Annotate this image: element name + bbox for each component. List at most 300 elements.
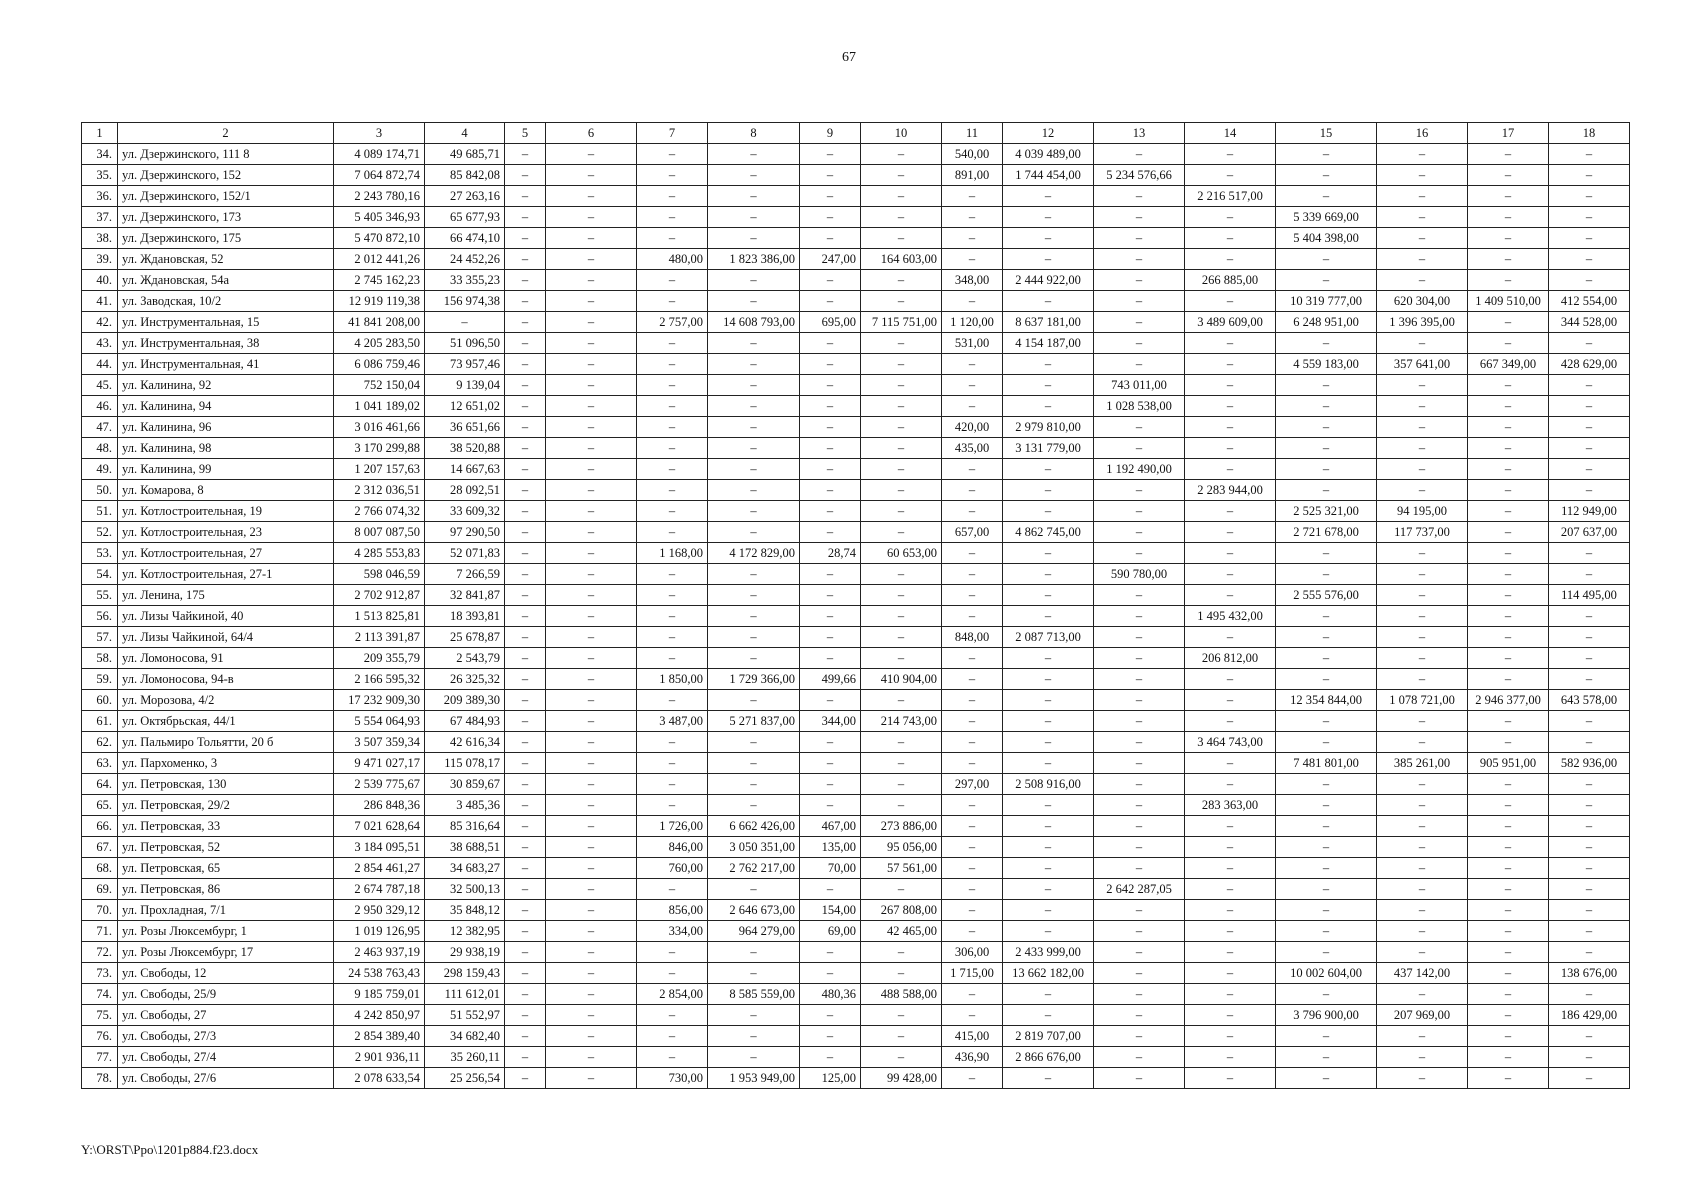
value-cell: – [1003, 900, 1094, 921]
address-cell: ул. Свободы, 27/6 [118, 1068, 334, 1089]
row-number-cell: 55. [82, 585, 118, 606]
value-cell: – [546, 333, 637, 354]
value-cell: 10 002 604,00 [1276, 963, 1377, 984]
row-number-cell: 50. [82, 480, 118, 501]
table-row [82, 816, 1630, 837]
value-cell: – [1094, 648, 1185, 669]
value-cell: – [1185, 1005, 1276, 1026]
row-number-cell: 42. [82, 312, 118, 333]
value-cell: – [942, 648, 1003, 669]
value-cell: 2 979 810,00 [1003, 417, 1094, 438]
column-header-15: 15 [1276, 123, 1377, 144]
value-cell: 1 396 395,00 [1377, 312, 1468, 333]
value-cell: – [800, 270, 861, 291]
value-cell: – [1549, 564, 1630, 585]
value-cell: 207 969,00 [1377, 1005, 1468, 1026]
table-row [82, 900, 1630, 921]
value-cell: 2 950 329,12 [334, 900, 425, 921]
value-cell: – [1185, 963, 1276, 984]
value-cell: – [942, 1005, 1003, 1026]
table-row [82, 732, 1630, 753]
table-row [82, 291, 1630, 312]
value-cell: – [1468, 627, 1549, 648]
value-cell: – [505, 144, 546, 165]
value-cell: – [505, 1047, 546, 1068]
value-cell: 695,00 [800, 312, 861, 333]
value-cell: 420,00 [942, 417, 1003, 438]
address-cell: ул. Свободы, 27/4 [118, 1047, 334, 1068]
address-cell: ул. Свободы, 12 [118, 963, 334, 984]
value-cell: – [546, 564, 637, 585]
value-cell: 85 316,64 [425, 816, 505, 837]
value-cell: – [1185, 438, 1276, 459]
value-cell: – [546, 900, 637, 921]
value-cell: 209 389,30 [425, 690, 505, 711]
value-cell: 436,90 [942, 1047, 1003, 1068]
value-cell: – [1185, 669, 1276, 690]
column-header-7: 7 [637, 123, 708, 144]
address-cell: ул. Ждановская, 54а [118, 270, 334, 291]
value-cell: 2 539 775,67 [334, 774, 425, 795]
value-cell: – [942, 858, 1003, 879]
value-cell: – [1094, 900, 1185, 921]
value-cell: – [1549, 543, 1630, 564]
row-number-cell: 49. [82, 459, 118, 480]
value-cell: – [800, 165, 861, 186]
value-cell: – [1276, 879, 1377, 900]
value-cell: – [708, 375, 800, 396]
value-cell: 32 841,87 [425, 585, 505, 606]
value-cell: – [1094, 690, 1185, 711]
value-cell: 3 796 900,00 [1276, 1005, 1377, 1026]
value-cell: 891,00 [942, 165, 1003, 186]
value-cell: 2 642 287,05 [1094, 879, 1185, 900]
value-cell: – [1377, 585, 1468, 606]
value-cell: 2 721 678,00 [1276, 522, 1377, 543]
address-cell: ул. Петровская, 65 [118, 858, 334, 879]
value-cell: – [942, 480, 1003, 501]
value-cell: – [1094, 1068, 1185, 1089]
address-cell: ул. Калинина, 98 [118, 438, 334, 459]
value-cell: – [505, 186, 546, 207]
value-cell: – [1094, 291, 1185, 312]
value-cell: – [708, 564, 800, 585]
value-cell: 266 885,00 [1185, 270, 1276, 291]
address-cell: ул. Калинина, 92 [118, 375, 334, 396]
table-row [82, 648, 1630, 669]
value-cell: – [708, 354, 800, 375]
value-cell: – [505, 669, 546, 690]
value-cell: 856,00 [637, 900, 708, 921]
value-cell: – [1468, 732, 1549, 753]
value-cell: – [942, 186, 1003, 207]
value-cell: 3 485,36 [425, 795, 505, 816]
address-cell: ул. Лизы Чайкиной, 64/4 [118, 627, 334, 648]
table-row [82, 1047, 1630, 1068]
value-cell: – [708, 480, 800, 501]
value-cell: – [1276, 564, 1377, 585]
value-cell: 95 056,00 [861, 837, 942, 858]
value-cell: – [637, 942, 708, 963]
value-cell: – [1468, 438, 1549, 459]
value-cell: 1 168,00 [637, 543, 708, 564]
value-cell: – [1549, 375, 1630, 396]
row-number-cell: 45. [82, 375, 118, 396]
value-cell: 1 495 432,00 [1185, 606, 1276, 627]
value-cell: – [1377, 774, 1468, 795]
value-cell: – [546, 291, 637, 312]
value-cell: 412 554,00 [1549, 291, 1630, 312]
value-cell: – [861, 1026, 942, 1047]
value-cell: – [942, 459, 1003, 480]
row-number-cell: 53. [82, 543, 118, 564]
value-cell: – [546, 837, 637, 858]
value-cell: – [1185, 249, 1276, 270]
value-cell: 344 528,00 [1549, 312, 1630, 333]
value-cell: – [637, 1026, 708, 1047]
value-cell: 1 207 157,63 [334, 459, 425, 480]
value-cell: – [546, 627, 637, 648]
value-cell: – [1468, 480, 1549, 501]
value-cell: – [708, 396, 800, 417]
value-cell: – [1094, 417, 1185, 438]
value-cell: – [861, 186, 942, 207]
address-cell: ул. Инструментальная, 41 [118, 354, 334, 375]
value-cell: – [1377, 669, 1468, 690]
row-number-cell: 47. [82, 417, 118, 438]
value-cell: 2 508 916,00 [1003, 774, 1094, 795]
value-cell: 657,00 [942, 522, 1003, 543]
value-cell: – [1276, 543, 1377, 564]
footer-file-path: Y:\ORST\Ppo\1201p884.f23.docx [81, 1142, 259, 1157]
value-cell: 9 139,04 [425, 375, 505, 396]
value-cell: 5 405 346,93 [334, 207, 425, 228]
value-cell: 13 662 182,00 [1003, 963, 1094, 984]
value-cell: 8 007 087,50 [334, 522, 425, 543]
value-cell: – [1549, 795, 1630, 816]
row-number-cell: 38. [82, 228, 118, 249]
address-cell: ул. Ждановская, 52 [118, 249, 334, 270]
value-cell: – [861, 627, 942, 648]
value-cell: 348,00 [942, 270, 1003, 291]
value-cell: – [637, 417, 708, 438]
value-cell: – [1549, 1047, 1630, 1068]
row-number-cell: 41. [82, 291, 118, 312]
value-cell: – [1276, 795, 1377, 816]
value-cell: – [1185, 564, 1276, 585]
value-cell: – [800, 291, 861, 312]
row-number-cell: 69. [82, 879, 118, 900]
value-cell: – [546, 1068, 637, 1089]
value-cell: – [1276, 375, 1377, 396]
value-cell: – [1468, 984, 1549, 1005]
value-cell: – [1377, 711, 1468, 732]
row-number-cell: 57. [82, 627, 118, 648]
value-cell: – [637, 480, 708, 501]
value-cell: 1 953 949,00 [708, 1068, 800, 1089]
value-cell: – [942, 606, 1003, 627]
value-cell: – [505, 732, 546, 753]
table-row [82, 312, 1630, 333]
value-cell: – [1377, 249, 1468, 270]
value-cell: – [861, 270, 942, 291]
value-cell: 2 757,00 [637, 312, 708, 333]
value-cell: 29 938,19 [425, 942, 505, 963]
value-cell: – [637, 795, 708, 816]
row-number-cell: 64. [82, 774, 118, 795]
value-cell: – [800, 606, 861, 627]
value-cell: – [708, 228, 800, 249]
value-cell: – [942, 249, 1003, 270]
value-cell: – [546, 480, 637, 501]
value-cell: 3 016 461,66 [334, 417, 425, 438]
value-cell: 3 050 351,00 [708, 837, 800, 858]
value-cell: – [800, 207, 861, 228]
value-cell: – [546, 795, 637, 816]
value-cell: – [800, 627, 861, 648]
value-cell: – [1549, 627, 1630, 648]
value-cell: – [1549, 333, 1630, 354]
value-cell: – [942, 396, 1003, 417]
value-cell: – [1377, 375, 1468, 396]
data-table [81, 122, 1630, 1089]
value-cell: 99 428,00 [861, 1068, 942, 1089]
table-row [82, 795, 1630, 816]
value-cell: – [546, 144, 637, 165]
row-number-cell: 71. [82, 921, 118, 942]
value-cell: – [1185, 858, 1276, 879]
address-cell: ул. Петровская, 29/2 [118, 795, 334, 816]
value-cell: – [708, 774, 800, 795]
value-cell: – [1468, 522, 1549, 543]
value-cell: – [1549, 669, 1630, 690]
value-cell: 34 683,27 [425, 858, 505, 879]
value-cell: 49 685,71 [425, 144, 505, 165]
value-cell: – [546, 753, 637, 774]
value-cell: – [1094, 627, 1185, 648]
value-cell: 2 444 922,00 [1003, 270, 1094, 291]
value-cell: – [505, 312, 546, 333]
value-cell: 2 283 944,00 [1185, 480, 1276, 501]
value-cell: 18 393,81 [425, 606, 505, 627]
value-cell: – [505, 984, 546, 1005]
value-cell: – [637, 228, 708, 249]
value-cell: 5 470 872,10 [334, 228, 425, 249]
value-cell: – [1185, 522, 1276, 543]
value-cell: – [546, 942, 637, 963]
value-cell: 30 859,67 [425, 774, 505, 795]
value-cell: – [1377, 627, 1468, 648]
value-cell: 964 279,00 [708, 921, 800, 942]
value-cell: 2 762 217,00 [708, 858, 800, 879]
table-row [82, 564, 1630, 585]
value-cell: – [1094, 669, 1185, 690]
value-cell: – [1185, 459, 1276, 480]
value-cell: 36 651,66 [425, 417, 505, 438]
value-cell: – [800, 333, 861, 354]
value-cell: – [1468, 837, 1549, 858]
value-cell: 117 737,00 [1377, 522, 1468, 543]
value-cell: 5 271 837,00 [708, 711, 800, 732]
value-cell: – [1094, 858, 1185, 879]
value-cell: – [800, 417, 861, 438]
value-cell: – [505, 417, 546, 438]
value-cell: – [800, 942, 861, 963]
value-cell: 3 464 743,00 [1185, 732, 1276, 753]
value-cell: 267 808,00 [861, 900, 942, 921]
value-cell: – [708, 1005, 800, 1026]
value-cell: – [505, 753, 546, 774]
value-cell: 12 354 844,00 [1276, 690, 1377, 711]
table-row [82, 690, 1630, 711]
value-cell: – [546, 585, 637, 606]
value-cell: 111 612,01 [425, 984, 505, 1005]
value-cell: – [1549, 711, 1630, 732]
value-cell: – [708, 207, 800, 228]
value-cell: – [800, 375, 861, 396]
value-cell: 164 603,00 [861, 249, 942, 270]
column-header-1: 1 [82, 123, 118, 144]
value-cell: – [1377, 396, 1468, 417]
value-cell: – [1094, 480, 1185, 501]
value-cell: – [1549, 249, 1630, 270]
value-cell: 2 854,00 [637, 984, 708, 1005]
value-cell: – [861, 879, 942, 900]
value-cell: – [546, 417, 637, 438]
value-cell: – [708, 186, 800, 207]
value-cell: – [1003, 186, 1094, 207]
value-cell: – [861, 501, 942, 522]
value-cell: – [1549, 984, 1630, 1005]
column-header-3: 3 [334, 123, 425, 144]
value-cell: 186 429,00 [1549, 1005, 1630, 1026]
value-cell: – [637, 438, 708, 459]
value-cell: – [800, 1026, 861, 1047]
value-cell: 2 087 713,00 [1003, 627, 1094, 648]
value-cell: 499,66 [800, 669, 861, 690]
value-cell: – [546, 354, 637, 375]
value-cell: – [505, 711, 546, 732]
address-cell: ул. Петровская, 52 [118, 837, 334, 858]
value-cell: 5 554 064,93 [334, 711, 425, 732]
value-cell: – [1377, 438, 1468, 459]
value-cell: 12 919 119,38 [334, 291, 425, 312]
value-cell: 344,00 [800, 711, 861, 732]
value-cell: – [1468, 501, 1549, 522]
row-number-cell: 36. [82, 186, 118, 207]
address-cell: ул. Петровская, 130 [118, 774, 334, 795]
value-cell: – [637, 291, 708, 312]
value-cell: – [505, 879, 546, 900]
value-cell: – [1185, 711, 1276, 732]
address-cell: ул. Дзержинского, 173 [118, 207, 334, 228]
table-row [82, 501, 1630, 522]
row-number-cell: 61. [82, 711, 118, 732]
value-cell: – [546, 228, 637, 249]
address-cell: ул. Котлостроительная, 27-1 [118, 564, 334, 585]
value-cell: 410 904,00 [861, 669, 942, 690]
value-cell: – [1185, 627, 1276, 648]
value-cell: – [1468, 1047, 1549, 1068]
value-cell: – [546, 606, 637, 627]
value-cell: – [1468, 942, 1549, 963]
row-number-cell: 65. [82, 795, 118, 816]
value-cell: – [1377, 795, 1468, 816]
value-cell: – [546, 879, 637, 900]
value-cell: 4 039 489,00 [1003, 144, 1094, 165]
table-row [82, 963, 1630, 984]
value-cell: – [505, 396, 546, 417]
value-cell: 5 234 576,66 [1094, 165, 1185, 186]
value-cell: – [1185, 1047, 1276, 1068]
value-cell: – [800, 753, 861, 774]
value-cell: – [861, 963, 942, 984]
table-row [82, 354, 1630, 375]
value-cell: – [1468, 165, 1549, 186]
value-cell: – [1276, 627, 1377, 648]
value-cell: – [708, 795, 800, 816]
value-cell: 6 086 759,46 [334, 354, 425, 375]
value-cell: – [1094, 732, 1185, 753]
value-cell: 3 170 299,88 [334, 438, 425, 459]
value-cell: – [800, 879, 861, 900]
row-number-cell: 59. [82, 669, 118, 690]
address-cell: ул. Розы Люксембург, 17 [118, 942, 334, 963]
value-cell: – [1094, 543, 1185, 564]
value-cell: – [505, 963, 546, 984]
value-cell: – [708, 585, 800, 606]
column-header-9: 9 [800, 123, 861, 144]
value-cell: 2 555 576,00 [1276, 585, 1377, 606]
value-cell: 2 113 391,87 [334, 627, 425, 648]
value-cell: – [505, 438, 546, 459]
value-cell: 4 205 283,50 [334, 333, 425, 354]
value-cell: 6 662 426,00 [708, 816, 800, 837]
row-number-cell: 74. [82, 984, 118, 1005]
value-cell: – [1276, 732, 1377, 753]
value-cell: – [505, 291, 546, 312]
value-cell: – [1468, 648, 1549, 669]
value-cell: – [1185, 501, 1276, 522]
value-cell: 85 842,08 [425, 165, 505, 186]
value-cell: – [1185, 165, 1276, 186]
value-cell: – [1185, 921, 1276, 942]
value-cell: – [1377, 228, 1468, 249]
value-cell: – [861, 438, 942, 459]
value-cell: 1 744 454,00 [1003, 165, 1094, 186]
value-cell: – [1185, 585, 1276, 606]
value-cell: 2 166 595,32 [334, 669, 425, 690]
value-cell: – [1377, 1047, 1468, 1068]
value-cell: – [1549, 900, 1630, 921]
value-cell: 598 046,59 [334, 564, 425, 585]
value-cell: – [1549, 774, 1630, 795]
address-cell: ул. Свободы, 27 [118, 1005, 334, 1026]
value-cell: – [1377, 921, 1468, 942]
value-cell: – [800, 228, 861, 249]
value-cell: – [1377, 858, 1468, 879]
address-cell: ул. Пархоменко, 3 [118, 753, 334, 774]
table-row [82, 228, 1630, 249]
value-cell: 334,00 [637, 921, 708, 942]
value-cell: – [1468, 1068, 1549, 1089]
row-number-cell: 67. [82, 837, 118, 858]
table-row [82, 249, 1630, 270]
address-cell: ул. Заводская, 10/2 [118, 291, 334, 312]
value-cell: – [1185, 753, 1276, 774]
value-cell: – [1003, 543, 1094, 564]
value-cell: – [505, 585, 546, 606]
